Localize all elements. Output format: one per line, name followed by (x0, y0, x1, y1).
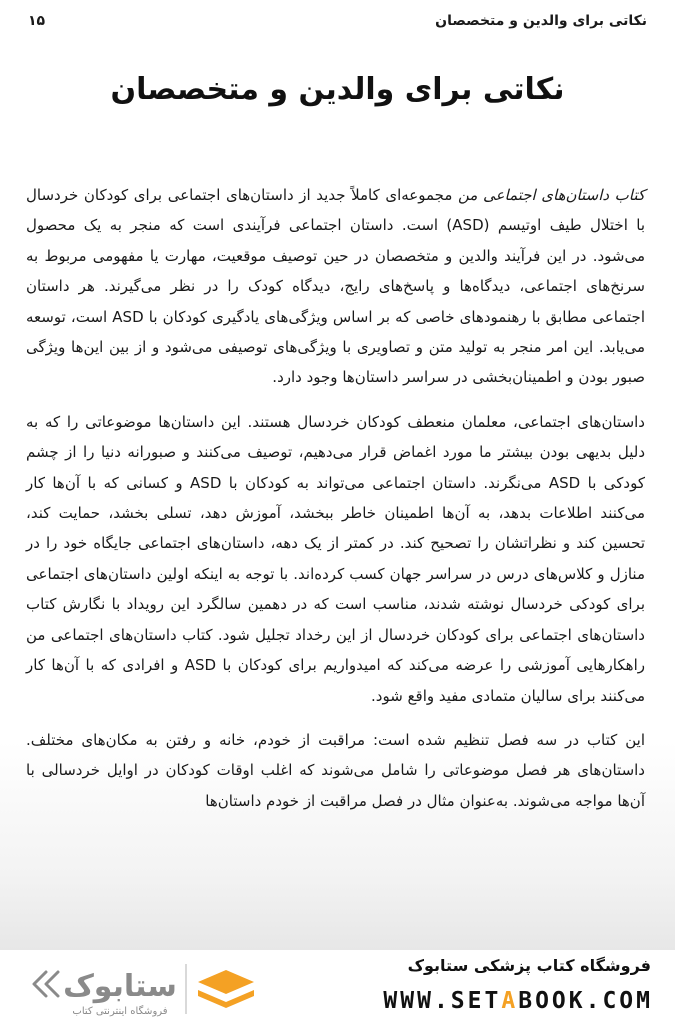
paragraph-1-text: مجموعه‌ای کاملاً جدید از داستان‌های اجتماعی برای کودکان خردسال با اختلال طیف اوتیسم (ASD) است. داستان اجتماعی فرآیندی است که منجر به یک محصول می‌شود. در این فرآیند والدین و متخصصان در حین توصیف موقعیت، مهارت یا مفهومی مربوط به سرنخ‌های اجتماعی، دیدگاه‌ها و پاسخ‌های رایج، دیدگاه کودک را در نظر می‌گیرند. هر داستان اجتماعی مطابق با رهنمودهای خاصی که بر اساس ویژگی‌های یادگیری کودکان با ASD است، توسعه می‌یابد. این امر منجر به تولید متن و تصاویری با ویژگی‌های توصیفی می‌شود و از بین این‌ها ویژگی صبور بودن و اطمینان‌بخشی در سراسر داستان‌ها وجود دارد. (26, 186, 645, 387)
body-text (26, 180, 645, 830)
running-header (28, 8, 647, 34)
logo-text: ستابوک (63, 969, 177, 1004)
book-stack-icon (198, 970, 254, 1008)
running-title: نکاتی برای والدین و متخصصان (435, 13, 647, 29)
page-title: نکاتی برای والدین و متخصصان (110, 72, 565, 107)
paragraph-1 (26, 180, 645, 393)
paragraph-2: داستان‌های اجتماعی، معلمان منعطف کودکان خردسال هستند. این داستان‌ها موضوعاتی را که به دلیل بدیهی بودن بیشتر ما مورد اغماض قرار می‌دهیم، توصیف می‌کنند و صبورانه دنیا را از چشم کودکی با ASD می‌نگرند. داستان اجتماعی می‌تواند به کودکان با ASD و کسانی که با آن‌ها کار می‌کنند اطلاعات بدهد، به آن‌ها اطمینان خاطر ببخشد، آموزش دهد، تسلی بخشد، حمایت کند، تحسین کند و نظراتشان را تصحیح کند. در کمتر از یک دهه، داستان‌های اجتماعی جایگاه خود را در منازل و کلاس‌های درس در سراسر جهان کسب کرده‌اند. با توجه به اینکه اولین داستان‌های اجتماعی برای کودکی خردسال نوشته شدند، مناسب است که در دهمین سالگرد این رویداد با نگارش کتاب داستان‌های اجتماعی برای کودکان خردسال از این رخداد تجلیل شود. کتاب داستان‌های اجتماعی من راهکارهایی آموزشی را عرضه می‌کند که امیدواریم برای کودکان با ASD و افرادی که با آن‌ها کار می‌کنند برای سالیان متمادی مفید واقع شود. (26, 412, 645, 705)
page-number: ۱۵ (28, 13, 46, 29)
shop-name: فروشگاه کتاب پزشکی ستابوک (407, 956, 651, 975)
shop-url: WWW.SETABOOK.COM (383, 988, 653, 1014)
book-title-italic: کتاب داستان‌های اجتماعی من (458, 186, 645, 204)
watermark-footer (0, 950, 675, 1023)
setabook-logo (22, 956, 262, 1018)
url-accent-letter: A (501, 988, 519, 1014)
logo-tagline: فروشگاه اینترنتی کتاب (72, 1006, 168, 1017)
paragraph-3: این کتاب در سه فصل تنظیم شده است: مراقبت از خودم، خانه و رفتن به مکان‌های مختلف. داستان‌های هر فصل موضوعاتی را شامل می‌شوند که اغلب اوقات کودکان در اوایل خردسالی با آن‌ها مواجه می‌شوند. به‌عنوان مثال در فصل مراقبت از خودم داستان‌ها (26, 730, 645, 810)
